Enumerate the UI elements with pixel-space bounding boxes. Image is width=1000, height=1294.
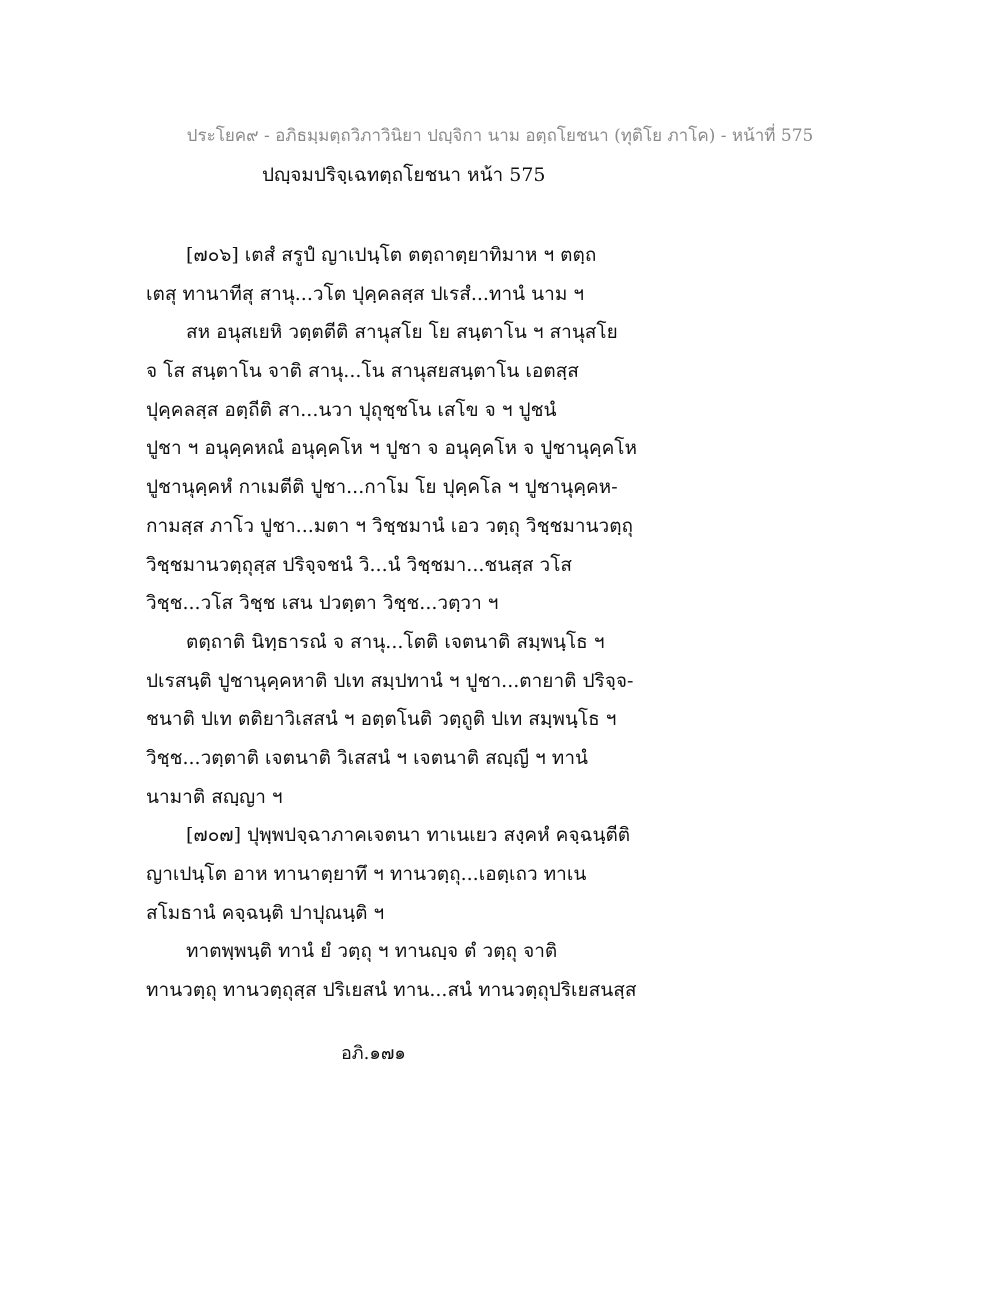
text-line: ตตฺถาติ นิทฺธารณํ จ สานุ...โตติ เจตนาติ สมฺพนฺโธ ฯ (186, 630, 605, 653)
text-line: ปเรสนฺติ ปูชานุคฺคหาติ ปเท สมฺปทานํ ฯ ปูชา...ตายาติ ปริจฺจ- (146, 669, 634, 692)
body-text (146, 236, 846, 1010)
page-title: ปญฺจมปริจฺเฉทตฺถโยชนา หน้า 575 (262, 164, 546, 186)
text-line: ชนาติ ปเท ตติยาวิเสสนํ ฯ อตฺตโนติ วตฺถูติ ปเท สมฺพนฺโธ ฯ (146, 708, 617, 731)
text-line: ญาเปนฺโต อาห ทานาตฺยาทึ ฯ ทานวตฺถุ...เอตฺเถว ทาเน (146, 863, 587, 885)
text-line: วิชฺชมานวตฺถุสฺส ปริจฺจชนํ วิ...นํ วิชฺชมา...ชนสฺส วโส (146, 553, 573, 576)
text-line: ปูชานุคฺคหํ กาเมตีติ ปูชา...กาโม โย ปุคฺคโล ฯ ปูชานุคฺคห- (146, 476, 618, 499)
text-line: กามสฺส ภาโว ปูชา...มตา ฯ วิชฺชมานํ เอว วตฺถุ วิชฺชมานวตฺถุ (146, 514, 634, 537)
text-line: [๗๐๖] เตสํ สรูปํ ญาเปนฺโต ตตฺถาตฺยาทิมาห ฯ ตตฺถ (186, 244, 597, 266)
text-line: สห อนุสเยหิ วตฺตตีติ สานุสโย โย สนฺตาโน ฯ สานุสโย (186, 321, 618, 344)
running-header: ประโยค๙ - อภิธมฺมตฺถวิภาวินิยา ปญฺจิกา นาม อตฺถโยชนา (ทุติโย ภาโค) - หน้าที่ 575 (186, 126, 814, 146)
text-line: สโมธานํ คจฺฉนฺติ ปาปุณนฺติ ฯ (146, 901, 385, 924)
page-marker: อภิ.๑๗๑ (341, 1043, 406, 1064)
text-line: วิชฺช...วตฺตาติ เจตนาติ วิเสสนํ ฯ เจตนาติ สญฺญี ฯ ทานํ (146, 746, 588, 769)
text-line: นามาติ สญฺญา ฯ (146, 785, 283, 808)
text-line: เตสุ ทานาทีสุ สานุ...วโต ปุคฺคลสฺส ปเรสํ...ทานํ นาม ฯ (146, 282, 585, 305)
text-line: ทาตพฺพนฺติ ทานํ ยํ วตฺถุ ฯ ทานญฺจ ตํ วตฺถุ จาติ (186, 940, 558, 963)
text-line: ปุคฺคลสฺส อตฺถีติ สา...นวา ปุถุชฺชโน เสโข จ ฯ ปูชนํ (146, 398, 557, 421)
text-line: [๗๐๗] ปุพฺพปจฺฉาภาคเจตนา ทาเนเยว สงฺคหํ คจฺฉนฺตีติ (186, 824, 631, 847)
text-line: ทานวตฺถุ ทานวตฺถุสฺส ปริเยสนํ ทาน...สนํ ทานวตฺถุปริเยสนสฺส (146, 979, 637, 1002)
text-line: จ โส สนฺตาโน จาติ สานุ...โน สานุสยสนฺตาโน เอตสฺส (146, 360, 579, 383)
text-line: วิชฺช...วโส วิชฺช เสน ปวตฺตา วิชฺช...วตฺวา ฯ (146, 592, 499, 615)
text-line: ปูชา ฯ อนุคฺคหณํ อนุคฺคโห ฯ ปูชา จ อนุคฺคโห จ ปูชานุคฺคโห (146, 437, 638, 460)
